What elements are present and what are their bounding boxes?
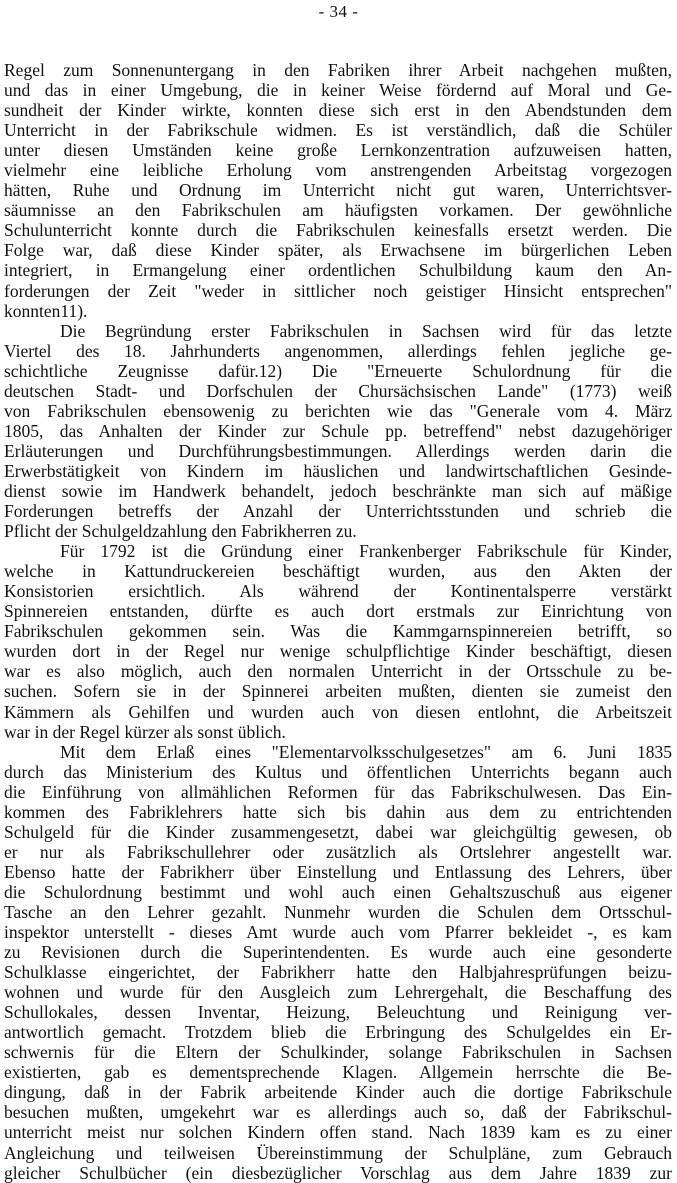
text-line: Spinnereien entstanden, dürfte es auch dort erstmals zur Einrichtung von <box>4 601 672 622</box>
text-line: unterricht meist nur solchen Kindern offen stand. Nach 1839 kam es zu einer <box>4 1122 672 1143</box>
text-line: Erwerbstätigkeit von Kindern im häuslichen und landwirtschaftlichen Gesinde- <box>4 460 672 481</box>
text-line: Schulgeld für die Kinder zusammengesetzt, dabei war gleichgültig gewesen, ob <box>4 821 672 842</box>
text-line: schichtliche Zeugnisse dafür.12) Die "Erneuerte Schulordnung für die <box>4 360 672 381</box>
text-line: Pflicht der Schulgeldzahlung den Fabrikherren zu. <box>4 521 357 542</box>
text-line: dingung, daß in der Fabrik arbeitende Kinder auch die dortige Fabrikschule <box>4 1082 672 1103</box>
text-line: dienst sowie im Handwerk behandelt, jedoch beschränkte man sich auf mäßige <box>4 480 672 501</box>
text-line: Schulunterricht konnte durch die Fabrikschulen keinesfalls ersetzt werden. Die <box>4 220 672 241</box>
text-line: integriert, in Ermangelung einer ordentlichen Schulbildung kaum den An- <box>4 260 672 281</box>
text-line: 1805, das Anhalten der Kinder zur Schule pp. betreffend" nebst dazugehöriger <box>4 420 672 441</box>
text-line: Unterricht in der Fabrikschule widmen. Es ist verständlich, daß die Schüler <box>4 120 672 141</box>
text-line: welche in Kattundruckereien beschäftigt wurden, aus den Akten der <box>4 561 672 582</box>
text-line: antwortlich gemacht. Trotzdem blieb die Erbringung des Schulgeldes ein Er- <box>4 1022 672 1043</box>
text-line: schwernis für die Eltern der Schulkinder, solange Fabrikschulen in Sachsen <box>4 1042 672 1063</box>
text-line: Für 1792 ist die Gründung einer Frankenberger Fabrikschule für Kinder, <box>60 541 672 562</box>
text-line: vielmehr eine leibliche Erholung vom anstrengenden Arbeitstag vorgezogen <box>4 160 672 181</box>
text-line: Angleichung und teilweisen Übereinstimmung der Schulpläne, zum Gebrauch <box>4 1142 672 1163</box>
text-line: Mit dem Erlaß eines "Elementarvolksschulgesetzes" am 6. Juni 1835 <box>60 741 672 762</box>
text-line: sundheit der Kinder wirkte, konnten diese sich erst in den Abendstunden dem <box>4 100 672 121</box>
text-line: von Fabrikschulen ebensowenig zu berichten wie das "Generale vom 4. März <box>4 400 672 421</box>
text-line: Die Begründung erster Fabrikschulen in Sachsen wird für das letzte <box>60 320 672 341</box>
text-line: war in der Regel kürzer als sonst üblich. <box>4 721 286 742</box>
page-number: - 34 - <box>318 2 359 21</box>
text-line: die Einführung von allmählichen Reformen für das Fabrikschulwesen. Das Ein- <box>4 781 672 802</box>
text-line: Schulklasse eingerichtet, der Fabrikherr hatte den Halbjahresprüfungen beizu- <box>4 962 672 983</box>
text-line: hätten, Ruhe und Ordnung im Unterricht nicht gut waren, Unterrichtsver- <box>4 180 672 201</box>
text-line: er nur als Fabrikschullehrer oder zusätzlich als Ortslehrer angestellt war. <box>4 841 672 862</box>
text-line: wohnen und wurde für den Ausgleich zum Lehrergehalt, die Beschaffung des <box>4 982 672 1003</box>
text-line: gleicher Schulbücher (ein diesbezüglicher Vorschlag aus dem Jahre 1839 zur <box>4 1162 672 1183</box>
text-line: kommen des Fabriklehrers hatte sich bis dahin aus dem zu entrichtenden <box>4 801 672 822</box>
text-line: Forderungen betreffs der Anzahl der Unterrichtsstunden und schrieb die <box>4 501 672 522</box>
text-line: besuchen mußten, umgekehrt war es allerdings auch so, daß der Fabrikschul- <box>4 1102 672 1123</box>
text-line: zu Revisionen durch die Superintendenten. Es wurde auch eine gesonderte <box>4 942 672 963</box>
text-line: Konsistorien ersichtlich. Als während der Kontinentalsperre verstärkt <box>4 581 672 602</box>
text-line: forderungen der Zeit "weder in sittlicher noch geistiger Hinsicht entsprechen" <box>4 280 672 301</box>
text-line: Schullokales, dessen Inventar, Heizung, Beleuchtung und Reinigung ver- <box>4 1002 672 1023</box>
text-line: die Schulordnung bestimmt und wohl auch einen Gehaltszuschuß aus eigener <box>4 881 672 902</box>
text-line: durch das Ministerium des Kultus und öffentlichen Unterrichts begann auch <box>4 761 672 782</box>
text-line: war es also möglich, auch den normalen Unterricht in der Ortsschule zu be- <box>4 661 672 682</box>
text-line: Erläuterungen und Durchführungsbestimmungen. Allerdings werden darin die <box>4 440 672 461</box>
text-line: existierten, gab es dementsprechende Klagen. Allgemein herrschte die Be- <box>4 1062 672 1083</box>
body-text <box>4 60 672 1183</box>
text-line: säumnisse an den Fabrikschulen am häufigsten vorkamen. Der gewöhnliche <box>4 200 672 221</box>
text-line: Viertel des 18. Jahrhunderts angenommen, allerdings fehlen jegliche ge- <box>4 340 672 361</box>
text-line: und das in einer Umgebung, die in keiner Weise fördernd auf Moral und Ge- <box>4 80 672 101</box>
text-line: Tasche an den Lehrer gezahlt. Nunmehr wurden die Schulen dem Ortsschul- <box>4 901 672 922</box>
text-line: Ebenso hatte der Fabrikherr über Einstellung und Entlassung des Lehrers, über <box>4 861 672 882</box>
text-line: suchen. Sofern sie in der Spinnerei arbeiten mußten, dienten sie zumeist den <box>4 681 672 702</box>
text-line: inspektor unterstellt - dieses Amt wurde auch vom Pfarrer bekleidet -, es kam <box>4 922 672 943</box>
text-line: Kämmern als Gehilfen und wurden auch von diesen entlohnt, die Arbeitszeit <box>4 701 672 722</box>
text-line: wurden dort in der Regel nur wenige schulpflichtige Kinder beschäftigt, diesen <box>4 641 672 662</box>
text-line: unter diesen Umständen keine große Lernkonzentration aufzuweisen hatten, <box>4 140 672 161</box>
text-line: konnten11). <box>4 300 88 321</box>
text-line: Regel zum Sonnenuntergang in den Fabriken ihrer Arbeit nachgehen mußten, <box>4 60 672 80</box>
text-line: Fabrikschulen gekommen sein. Was die Kammgarnspinnereien betrifft, so <box>4 621 672 642</box>
text-line: Folge war, daß diese Kinder später, als Erwachsene im bürgerlichen Leben <box>4 240 672 261</box>
text-line: deutschen Stadt- und Dorfschulen der Chursächsischen Lande" (1773) weiß <box>4 380 672 401</box>
